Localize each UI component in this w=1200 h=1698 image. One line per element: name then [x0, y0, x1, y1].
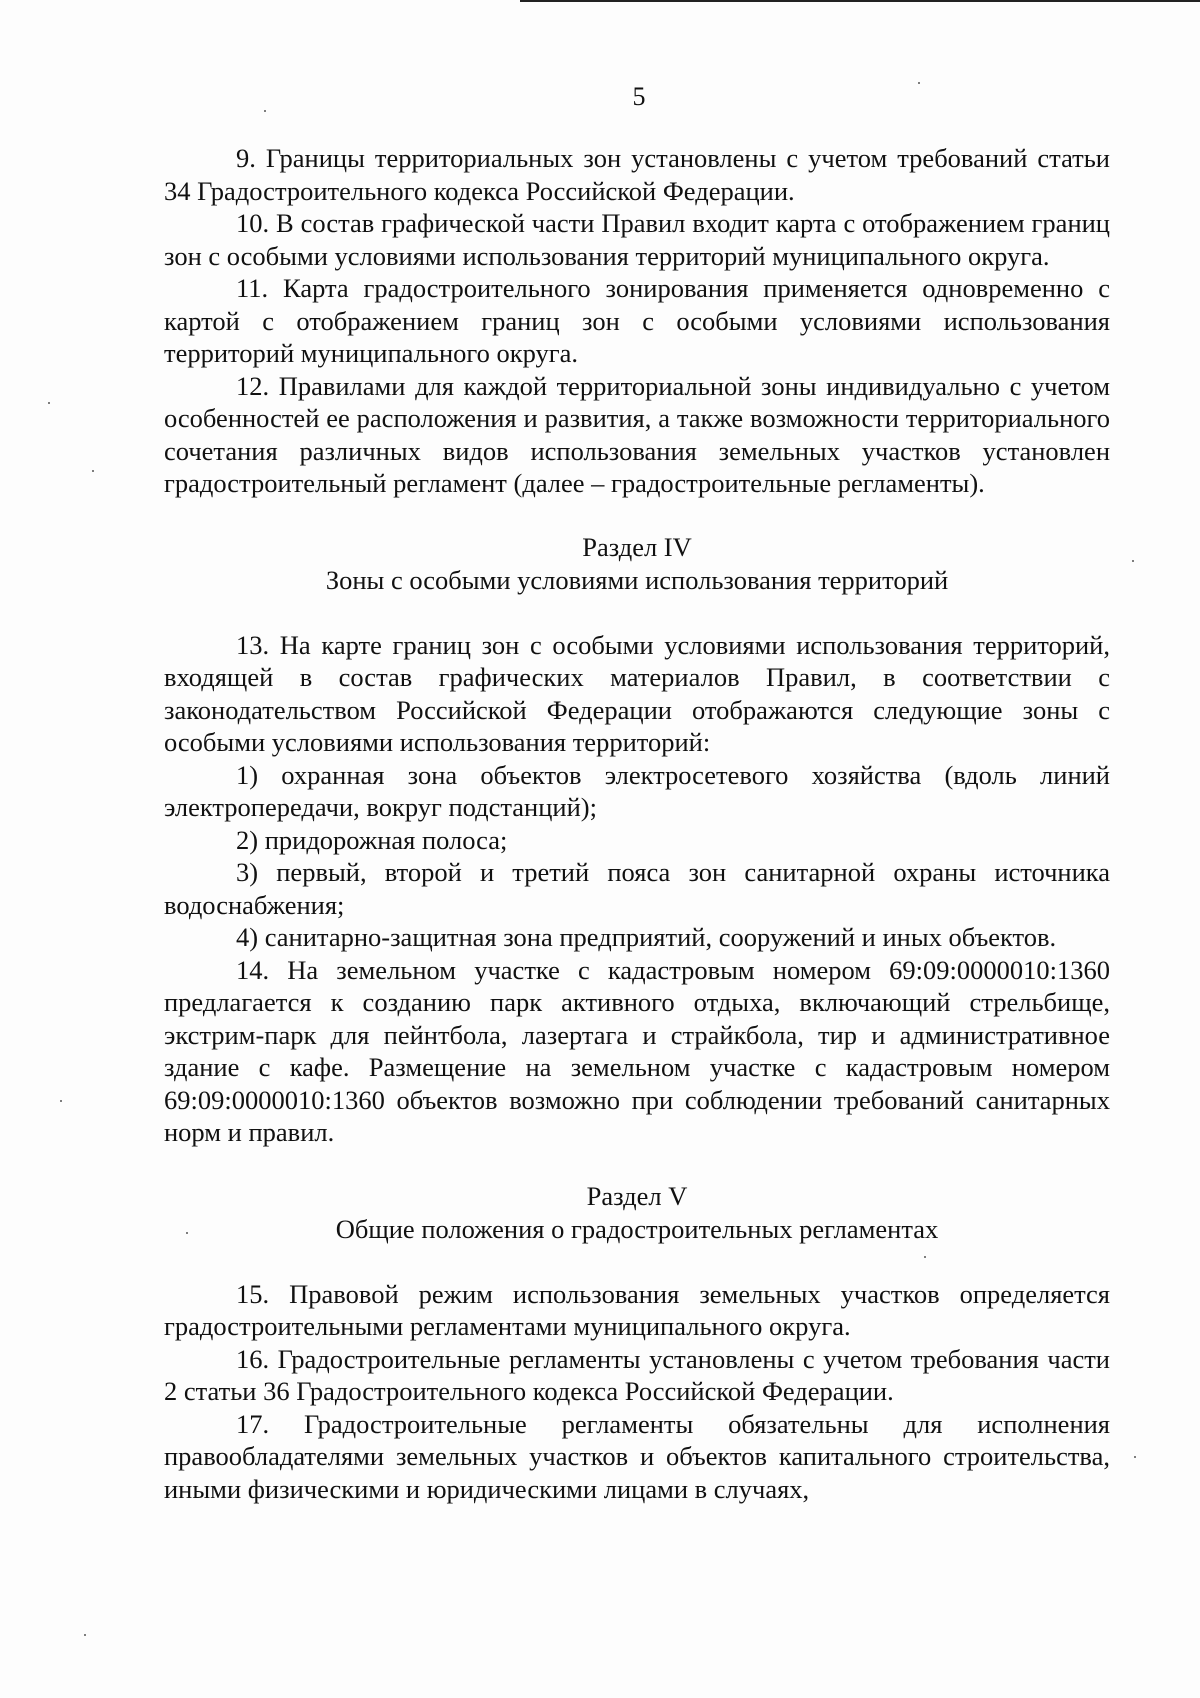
- document-body: [164, 142, 1110, 1505]
- list-item-2: 2) придорожная полоса;: [236, 824, 508, 855]
- scan-speck: [92, 470, 94, 472]
- scan-speck: [48, 402, 50, 404]
- list-item-3: 3) первый, второй и третий пояса зон санитарной охраны источника водоснабжения;: [164, 857, 1110, 920]
- paragraph-14: 14. На земельном участке с кадастровым номером 69:09:0000010:1360 предлагается к созданию парк активного отдыха, включающий стрельбище, экстрим-парк для пейнтбола, лазертага и страйкбола, тир и административное здание с кафе. Размещение на земельном участке с кадастровым номером 69:09:0000010:1360 объектов возможно при соблюдении требований санитарных норм и правил.: [164, 954, 1110, 1147]
- paragraph-10: 10. В состав графической части Правил входит карта с отображением границ зон с особыми условиями использования территорий муниципального округа.: [164, 208, 1110, 271]
- scan-top-edge: [520, 0, 1200, 2]
- paragraph-16: 16. Градостроительные регламенты установлены с учетом требования части 2 статьи 36 Градостроительного кодекса Российской Федерации.: [164, 1343, 1110, 1406]
- scan-speck: [924, 1256, 926, 1258]
- section-4-label: Раздел IV: [582, 531, 692, 562]
- section-5-title: Общие положения о градостроительных регламентах: [335, 1213, 939, 1244]
- section-4-title: Зоны с особыми условиями использования территорий: [325, 564, 949, 595]
- scan-speck: [84, 1634, 86, 1636]
- paragraph-15: 15. Правовой режим использования земельных участков определяется градостроительными регламентами муниципального округа.: [164, 1278, 1110, 1341]
- page-number: 5: [632, 82, 646, 111]
- scan-speck: [186, 1232, 188, 1234]
- section-5-label: Раздел V: [586, 1180, 688, 1211]
- paragraph-12: 12. Правилами для каждой территориальной зоны индивидуально с учетом особенностей ее расположения и развития, а также возможности территориального сочетания различных видов использования земельных участков установлен градостроительный регламент (далее – градостроительные регламенты).: [164, 370, 1110, 498]
- scan-speck: [918, 82, 920, 84]
- paragraph-9: 9. Границы территориальных зон установлены с учетом требований статьи 34 Градостроительного кодекса Российской Федерации.: [164, 143, 1110, 206]
- scan-speck: [1132, 560, 1134, 562]
- scan-speck: [264, 110, 266, 112]
- section-5-heading: [164, 1180, 1110, 1246]
- paragraph-13: 13. На карте границ зон с особыми условиями использования территорий, входящей в состав графических материалов Правил, в соответствии с законодательством Российской Федерации отображаются следующие зоны с особыми условиями использования территорий:: [164, 629, 1110, 757]
- list-item-1: 1) охранная зона объектов электросетевого хозяйства (вдоль линий электропередачи, вокруг подстанций);: [164, 759, 1110, 822]
- scan-speck: [60, 1100, 62, 1102]
- scan-speck: [1134, 1456, 1136, 1458]
- list-item-4: 4) санитарно-защитная зона предприятий, сооружений и иных объектов.: [236, 922, 1057, 952]
- paragraph-17: 17. Градостроительные регламенты обязательны для исполнения правообладателями земельных участков и объектов капитального строительства, иными физическими и юридическими лицами в случаях,: [164, 1408, 1110, 1504]
- section-4-heading: [164, 531, 1110, 597]
- paragraph-11: 11. Карта градостроительного зонирования применяется одновременно с картой с отображением границ зон с особыми условиями использования территорий муниципального округа.: [164, 273, 1110, 368]
